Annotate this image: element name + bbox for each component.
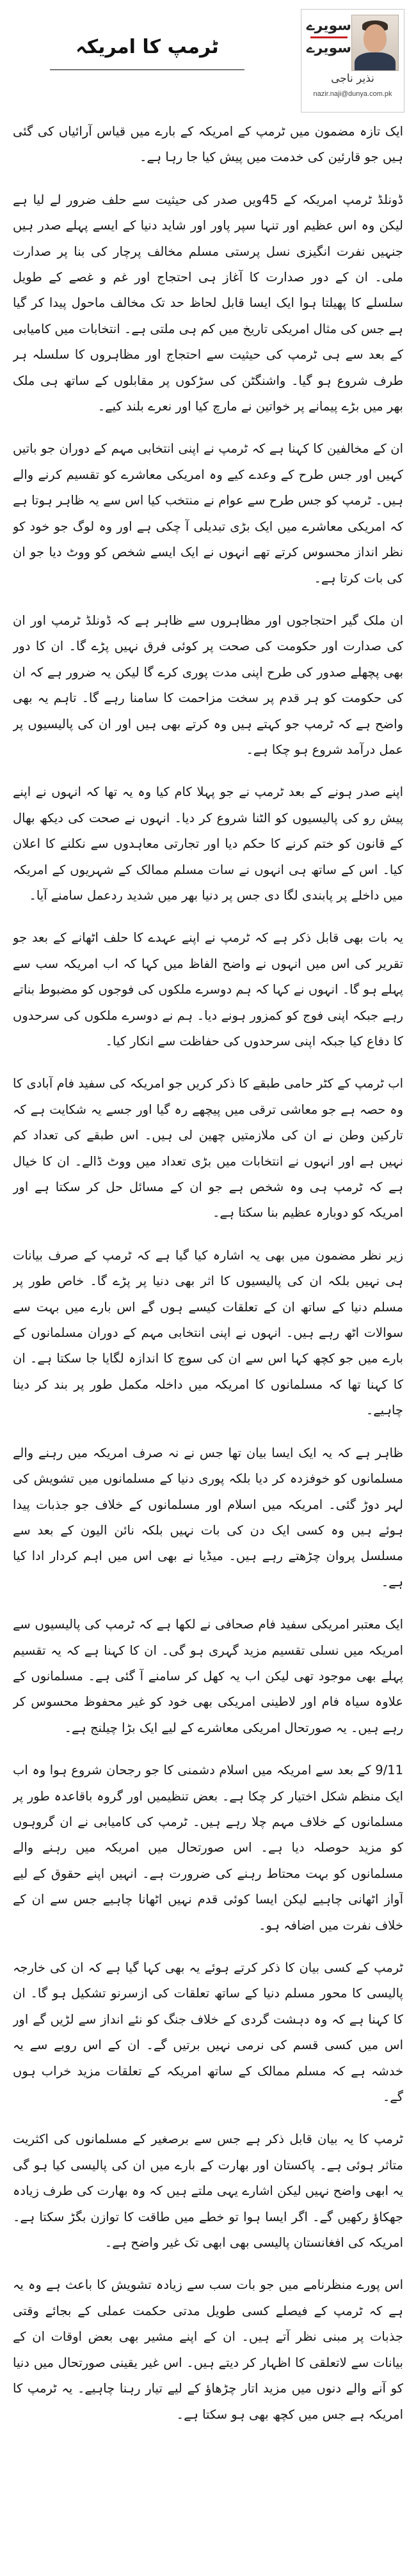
article-paragraph: یہ بات بھی قابل ذکر ہے کہ ٹرمپ نے اپنے عہدے کا حلف اٹھانے کے بعد جو تقریر کی اس میں انہوں نے واضح الفاظ میں کہا کہ اب امریکہ سب سے پہلے ہو گا۔ انہوں نے کہا کہ ہم دوسرے ملکوں کی فوجوں کو مضبوط بناتے رہے جبکہ اپنی فوج کو کمزور ہونے دیا۔ ہم نے دوسرے ملکوں کی سرحدوں کا دفاع کیا جبکہ اپنی سرحدوں کی حفاظت سے انکار کیا۔	[13, 930, 403, 1049]
article-paragraph: ان کے مخالفین کا کہنا ہے کہ ٹرمپ نے اپنی انتخابی مہم کے دوران جو باتیں کہیں اور جس طرح کے وعدے کیے وہ امریکی معاشرے کو تقسیم کرنے والے ہیں۔ ٹرمپ کو جس طرح سے عوام نے منتخب کیا اس سے یہ ظاہر ہوتا ہے کہ امریکی معاشرے میں ایک بڑی تبدیلی آ چکی ہے اور وہ لوگ جو خود کو نظر انداز محسوس کرتے تھے انہوں نے ایک ایسے شخص کو ووٹ دیا جو ان کی بات کرتا ہے۔	[13, 441, 403, 586]
author-name: نذیر ناجی	[331, 72, 374, 85]
article-paragraph: ایک معتبر امریکی سفید فام صحافی نے لکھا ہے کہ ٹرمپ کی پالیسیوں سے امریکہ میں نسلی تقسیم مزید گہری ہو گی۔ ان کا کہنا ہے کہ یہ تقسیم پہلے بھی موجود تھی لیکن اب یہ کھل کر سامنے آ گئی ہے۔ مسلمانوں کے علاوہ سیاہ فام اور لاطینی امریکی بھی خود کو غیر محفوظ محسوس کر رہے ہیں۔ یہ صورتحال امریکی معاشرے کے لیے ایک بڑا چیلنج ہے۔	[13, 1617, 403, 1735]
column-logo	[307, 17, 351, 57]
article-body	[13, 119, 403, 2568]
portrait-body	[355, 52, 396, 71]
article-paragraph: اب ٹرمپ کے کٹر حامی طبقے کا ذکر کریں جو امریکہ کی سفید فام آبادی کا وہ حصہ ہے جو معاشی ترقی میں پیچھے رہ گیا اور جسے یہ شکایت ہے کہ تارکین وطن نے ان کی ملازمتیں چھین لی ہیں۔ اس طبقے کی تعداد کم نہیں ہے اور انہوں نے انتخابات میں بڑی تعداد میں ووٹ ڈالے۔ ان کا خیال ہے کہ ٹرمپ ہی وہ شخص ہے جو ان کے مسائل حل کر سکتا ہے اور امریکہ کو دوبارہ عظیم بنا سکتا ہے۔	[13, 1076, 403, 1221]
article-paragraph: 9/11 کے بعد سے امریکہ میں اسلام دشمنی کا جو رجحان شروع ہوا وہ اب ایک منظم شکل اختیار کر چکا ہے۔ بعض تنظیمیں اور گروہ باقاعدہ طور پر مسلمانوں کے خلاف مہم چلا رہے ہیں۔ ٹرمپ کی کامیابی نے ان گروہوں کو مزید حوصلہ دیا ہے۔ اس صورتحال میں امریکہ میں رہنے والے مسلمانوں کو بہت محتاط رہنے کی ضرورت ہے۔ انہیں اپنے حقوق کے لیے آواز اٹھانی چاہیے لیکن ایسا کوئی قدم نہیں اٹھانا چاہیے جس سے ان کے خلاف نفرت میں اضافہ ہو۔	[13, 1763, 403, 1933]
article-paragraph: اپنے صدر ہونے کے بعد ٹرمپ نے جو پہلا کام کیا وہ یہ تھا کہ انہوں نے اپنے پیش رو کی پالیسیوں کو الٹنا شروع کر دیا۔ انہوں نے صحت کی دیکھ بھال کے قانون کو ختم کرنے کا حکم دیا اور تجارتی معاہدوں سے نکلنے کا اعلان کیا۔ اس کے ساتھ ہی انہوں نے سات مسلم ممالک کے شہریوں کے امریکہ میں داخلے پر پابندی لگا دی جس پر دنیا بھر میں شدید ردعمل سامنے آیا۔	[13, 785, 403, 903]
article-paragraph: ٹرمپ کا یہ بیان قابل ذکر ہے جس سے برصغیر کے مسلمانوں کی اکثریت متاثر ہوئی ہے۔ پاکستان اور بھارت کے بارے میں ان کی پالیسی کیا ہو گی یہ ابھی واضح نہیں لیکن اشارے یہی ملتے ہیں کہ وہ بھارت کی طرف زیادہ جھکاؤ رکھیں گے۔ اگر ایسا ہوا تو خطے میں طاقت کا توازن بگڑ سکتا ہے۔ امریکہ کی افغانستان پالیسی بھی ابھی تک غیر واضح ہے۔	[13, 2132, 403, 2251]
article-paragraph: ڈونلڈ ٹرمپ امریکہ کے 45ویں صدر کی حیثیت سے حلف ضرور لے لیا ہے لیکن وہ اس عظیم اور تنہا سپر پاور اور شاید دنیا کے ایسے پہلے صدر ہیں جنہیں نفرت انگیزی نسل پرستی مسلم مخالف پرچار کی بنا پر صدارت ملی۔ ان کے دور صدارت کا آغاز ہی احتجاج اور غم و غصے کے طویل سلسلے کا پھیلتا ہوا ایک ایسا قابل لحاظ حد تک مخالف ماحول پیدا کر گیا ہے جس کی مثال امریکی تاریخ میں کم ہی ملتی ہے۔ انتخابات میں کامیابی کے بعد سے ہی ٹرمپ کی حیثیت سے احتجاج اور مظاہروں کا سلسلہ ہر طرف شروع ہو گیا۔ واشنگٹن کی سڑکوں پر مقابلوں کے ساتھ ہی ملک بھر میں بڑے پیمانے پر خواتین نے مارچ کیا اور نعرے بلند کیے۔	[13, 192, 403, 414]
column-title: ٹرمپ کا امریکہ	[76, 36, 219, 58]
logo-red-bar	[310, 36, 348, 38]
logo-top-word: سویرے	[306, 18, 351, 34]
columnist-badge	[301, 9, 404, 113]
column-header	[12, 9, 404, 113]
author-email: nazir.naji@dunya.com.pk	[313, 90, 392, 98]
article-paragraph: ظاہر ہے کہ یہ ایک ایسا بیان تھا جس نے نہ صرف امریکہ میں رہنے والے مسلمانوں کو خوفزدہ کر دیا بلکہ پوری دنیا کے مسلمانوں میں تشویش کی لہر دوڑ گئی۔ امریکہ میں اسلام اور مسلمانوں کے خلاف جو جذبات پیدا ہوئے ہیں وہ کسی ایک دن کی بات نہیں بلکہ نائن الیون کے بعد سے مسلسل پروان چڑھتے رہے ہیں۔ میڈیا نے بھی اس میں اہم کردار ادا کیا ہے۔	[13, 1445, 403, 1589]
article-paragraph: اس پورے منظرنامے میں جو بات سب سے زیادہ تشویش کا باعث ہے وہ یہ ہے کہ ٹرمپ کے فیصلے کسی طویل مدتی حکمت عملی کے بجائے وقتی جذبات پر مبنی نظر آتے ہیں۔ ان کے اپنے مشیر بھی بعض اوقات ان کے بیانات سے لاتعلقی کا اظہار کر دیتے ہیں۔ اس غیر یقینی صورتحال میں دنیا کو آنے والے دنوں میں مزید اتار چڑھاؤ کے لیے تیار رہنا چاہیے۔ یہ ٹرمپ کا امریکہ ہے جس میں کچھ بھی ہو سکتا ہے۔	[13, 2277, 403, 2422]
article-paragraph: ان ملک گیر احتجاجوں اور مظاہروں سے ظاہر ہے کہ ڈونلڈ ٹرمپ اور ان کی صدارت اور حکومت کی صحت پر کوئی فرق نہیں پڑے گا۔ ان کا دور بھی پچھلے صدور کی طرح اپنی مدت پوری کرے گا لیکن یہ ضرور ہے کہ ان کی حکومت کو ہر قدم پر سخت مزاحمت کا سامنا رہے گا۔ تاہم یہ بھی واضح ہے کہ ٹرمپ جو کہتے ہیں وہ کرتے بھی ہیں اور ان کی پالیسیوں پر عمل درآمد شروع ہو چکا ہے۔	[13, 613, 403, 757]
article-paragraph: ٹرمپ کے کسی بیان کا ذکر کرتے ہوئے یہ بھی کہا گیا ہے کہ ان کی خارجہ پالیسی کا محور مسلم دنیا کے ساتھ تعلقات کی ازسرنو تشکیل ہو گا۔ ان کا کہنا ہے کہ وہ دہشت گردی کے خلاف جنگ کو نئے انداز سے لڑیں گے اور اس میں کسی قسم کی نرمی نہیں برتیں گے۔ ان کے اس رویے سے یہ خدشہ ہے کہ مسلم ممالک کے ساتھ امریکہ کے تعلقات مزید خراب ہوں گے۔	[13, 1960, 403, 2105]
article-paragraph: زیر نظر مضمون میں بھی یہ اشارہ کیا گیا ہے کہ ٹرمپ کے صرف بیانات ہی نہیں بلکہ ان کی پالیسیوں کا اثر بھی دنیا پر پڑے گا۔ خاص طور پر مسلم دنیا کے ساتھ ان کے تعلقات کیسے ہوں گے اس بارے میں بہت سے سوالات اٹھ رہے ہیں۔ انہوں نے اپنی انتخابی مہم کے دوران مسلمانوں کے بارے میں جو کچھ کہا اس سے ان کی سوچ کا اندازہ لگایا جا سکتا ہے۔ ان کا کہنا تھا کہ مسلمانوں کا امریکہ میں داخلہ مکمل طور پر بند کر دینا چاہیے۔	[13, 1247, 403, 1418]
author-portrait	[351, 15, 399, 71]
title-underline	[50, 69, 244, 70]
article-paragraph: ایک تازہ مضمون میں ٹرمپ کے امریکہ کے بارے میں قیاس آرائیاں کی گئی ہیں جو قارئین کی خدمت میں پیش کیا جا رہا ہے۔	[13, 124, 403, 165]
logo-bottom-word: سویرے	[306, 40, 351, 56]
portrait-face	[364, 24, 387, 52]
